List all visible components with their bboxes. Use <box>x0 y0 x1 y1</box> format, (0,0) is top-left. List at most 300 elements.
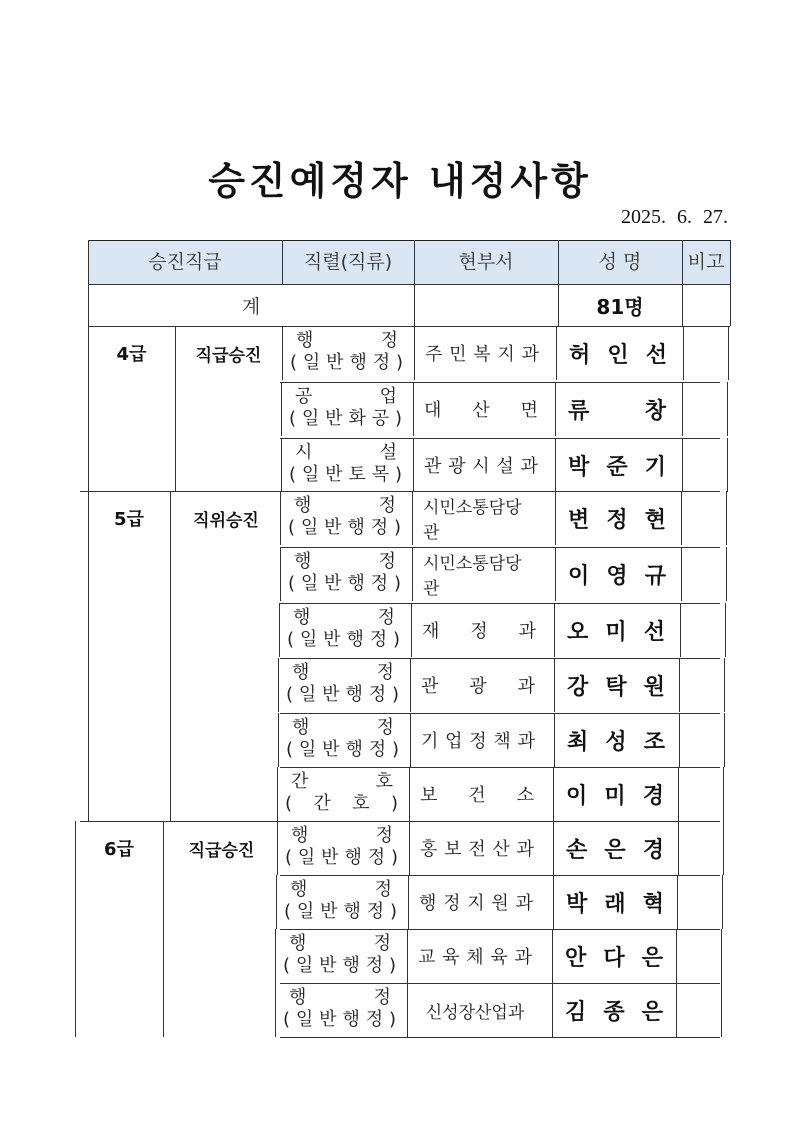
department-char: 관 <box>421 676 439 697</box>
jikryeol-char: 행 <box>292 717 310 738</box>
name-char: 은 <box>641 945 663 971</box>
jikryeol-class <box>277 1008 405 1032</box>
name-char: 원 <box>643 674 665 700</box>
jikryeol-char: 정 <box>378 495 396 516</box>
row-divider <box>725 603 726 657</box>
jikryeol-char: 일 <box>299 629 319 650</box>
jikryeol-char: ) <box>388 1009 397 1030</box>
department-char: 정 <box>469 731 487 752</box>
jikryeol-char: 호 <box>375 771 393 792</box>
row-divider <box>727 382 728 436</box>
jikryeol-char: ( <box>289 464 298 485</box>
jikryeol-char: ( <box>288 573 297 594</box>
group-promotion-type: 직급승진 <box>188 840 255 861</box>
row-department <box>414 438 550 492</box>
jikryeol-char: 설 <box>379 442 397 463</box>
jikryeol-char: 행 <box>294 551 312 572</box>
jikryeol-char: 간 <box>291 771 309 792</box>
row-divider <box>681 491 682 545</box>
row-divider <box>282 326 283 380</box>
jikryeol-char: 반 <box>320 901 339 922</box>
department-char: 소 <box>516 785 534 806</box>
name-char: 탁 <box>605 674 627 700</box>
row-divider <box>726 491 727 545</box>
department-char: 과 <box>521 344 539 365</box>
jikryeol-char: 정 <box>367 847 387 868</box>
row-person-name <box>556 382 680 436</box>
row-divider <box>682 438 683 492</box>
row-jikryeol <box>279 826 407 870</box>
jikryeol-series <box>282 552 410 572</box>
name-char: 허 <box>569 342 591 368</box>
jikryeol-char: 행 <box>342 955 361 976</box>
row-divider <box>279 603 280 657</box>
row-jikryeol <box>277 988 405 1032</box>
row-jikryeol <box>279 772 407 816</box>
department-char: 지 <box>467 893 485 914</box>
department-char: 체 <box>466 947 484 968</box>
name-char: 종 <box>603 999 625 1025</box>
department-char: 원 <box>491 893 509 914</box>
jikryeol-char: ( <box>290 352 299 373</box>
table-top-border <box>88 240 730 241</box>
row-divider <box>678 767 679 821</box>
group-grade: 4급 <box>116 344 147 365</box>
jikryeol-char: ) <box>393 573 402 594</box>
group-promotion-type: 직위승진 <box>193 510 259 531</box>
name-char: 이 <box>566 783 588 809</box>
name-char: 경 <box>642 783 664 809</box>
jikryeol-class <box>277 954 405 978</box>
name-char: 손 <box>566 837 588 863</box>
row-person-name <box>555 603 679 657</box>
department-char: 책 <box>493 731 511 752</box>
jikryeol-class <box>278 900 406 924</box>
jikryeol-char: 공 <box>371 408 391 429</box>
name-char: 은 <box>641 999 663 1025</box>
name-char: 영 <box>606 563 628 589</box>
row-jikryeol <box>277 934 405 978</box>
department-char: 신성장산업과 <box>425 1002 525 1023</box>
department-char: 지 <box>497 344 515 365</box>
jikryeol-char: 정 <box>378 551 396 572</box>
jikryeol-char: ) <box>394 464 403 485</box>
jikryeol-char: 정 <box>374 879 392 900</box>
jikryeol-char: 화 <box>348 408 367 429</box>
name-char: 박 <box>568 454 590 480</box>
jikryeol-char: ( <box>283 1009 292 1030</box>
department-char: 과 <box>517 731 535 752</box>
jikryeol-char: 정 <box>369 629 389 650</box>
jikryeol-char: 업 <box>379 386 397 407</box>
jikryeol-char: 정 <box>365 955 385 976</box>
jikryeol-char: ( <box>285 847 294 868</box>
department-char: 산 <box>492 839 510 860</box>
department-char: 정 <box>470 621 488 642</box>
jikryeol-series <box>281 608 409 628</box>
jikryeol-class <box>282 572 410 596</box>
jikryeol-char: 행 <box>296 330 314 351</box>
row-person-name <box>557 326 681 380</box>
jikryeol-char: ) <box>390 793 399 814</box>
department-char: 시 <box>472 456 490 477</box>
name-char: 기 <box>644 454 666 480</box>
jikryeol-char: 간 <box>313 793 332 814</box>
row-divider <box>678 821 679 875</box>
row-department <box>414 382 550 436</box>
jikryeol-char: ) <box>391 684 400 705</box>
jikryeol-char: 행 <box>294 495 312 516</box>
header-divider <box>730 240 731 284</box>
jikryeol-class <box>280 738 408 762</box>
department-char: 과 <box>516 839 534 860</box>
jikryeol-char: 정 <box>380 330 398 351</box>
row-jikryeol <box>282 552 410 596</box>
department-char: 과 <box>517 676 535 697</box>
row-department <box>411 658 547 712</box>
jikryeol-char: 행 <box>289 987 307 1008</box>
name-char: 다 <box>603 945 625 971</box>
jikryeol-class <box>279 846 407 870</box>
row-person-name <box>556 491 680 545</box>
jikryeol-char: 일 <box>298 739 318 760</box>
row-divider <box>679 658 680 712</box>
jikryeol-char: 행 <box>289 933 307 954</box>
jikryeol-char: 일 <box>300 517 320 538</box>
row-divider <box>722 875 723 929</box>
name-char: 정 <box>606 507 628 533</box>
header-jikryeol: 직렬(직류) <box>303 251 393 273</box>
jikryeol-char: 행 <box>292 662 310 683</box>
row-jikryeol <box>281 608 409 652</box>
department-char: 시민소통담당관 <box>423 498 522 543</box>
jikryeol-series <box>278 880 406 900</box>
department-char: 주 <box>425 344 443 365</box>
row-person-name <box>555 713 679 767</box>
department-char: 홍 <box>420 839 438 860</box>
row-jikryeol <box>283 443 411 487</box>
jikryeol-char: 일 <box>295 955 315 976</box>
department-char: 육 <box>442 947 460 968</box>
total-divider <box>414 284 415 326</box>
name-char: 안 <box>565 945 587 971</box>
row-jikryeol <box>284 331 412 375</box>
department-char: 대 <box>424 400 442 421</box>
jikryeol-char: 정 <box>370 517 390 538</box>
jikryeol-char: 정 <box>376 717 394 738</box>
jikryeol-class <box>281 628 409 652</box>
jikryeol-char: ) <box>394 408 403 429</box>
jikryeol-series <box>279 772 407 792</box>
row-divider <box>276 875 277 929</box>
jikryeol-char: 행 <box>344 847 363 868</box>
jikryeol-char: 반 <box>322 739 341 760</box>
department-char: 민 <box>449 344 467 365</box>
row-divider <box>721 983 722 1037</box>
name-char: 성 <box>605 729 627 755</box>
jikryeol-char: 정 <box>375 825 393 846</box>
jikryeol-char: 시 <box>295 442 313 463</box>
row-divider <box>682 382 683 436</box>
jikryeol-char: ) <box>395 352 404 373</box>
department-char: 시민소통담당관 <box>423 554 522 599</box>
name-char: 경 <box>642 837 664 863</box>
name-char: 최 <box>567 729 589 755</box>
row-person-name <box>553 983 677 1037</box>
jikryeol-class <box>282 516 410 540</box>
total-value: 81명 <box>596 294 644 319</box>
department-char: 재 <box>422 621 440 642</box>
jikryeol-char: ( <box>284 901 293 922</box>
row-department <box>411 713 547 767</box>
row-divider <box>278 658 279 712</box>
department-char: 기 <box>421 731 439 752</box>
jikryeol-char: ) <box>388 955 397 976</box>
jikryeol-series <box>284 331 412 351</box>
row-department <box>408 929 544 983</box>
jikryeol-char: 행 <box>345 684 364 705</box>
jikryeol-char: 정 <box>373 933 391 954</box>
header-divider <box>88 240 89 284</box>
department-char: 행 <box>419 893 437 914</box>
jikryeol-char: ) <box>391 739 400 760</box>
department-char: 설 <box>496 456 514 477</box>
header-name: 성 명 <box>598 251 642 273</box>
jikryeol-char: 호 <box>352 793 371 814</box>
name-char: 준 <box>606 454 628 480</box>
row-divider <box>721 929 722 983</box>
row-divider <box>280 547 281 601</box>
jikryeol-char: 일 <box>295 1009 315 1030</box>
row-department <box>413 491 549 545</box>
jikryeol-char: 일 <box>296 901 316 922</box>
header-divider <box>558 240 559 284</box>
row-divider <box>683 326 684 380</box>
name-char: 규 <box>644 563 666 589</box>
name-char: 미 <box>604 783 626 809</box>
jikryeol-series <box>277 988 405 1008</box>
total-label: 계 <box>241 295 261 318</box>
group-grade: 6급 <box>104 839 134 860</box>
name-char: 창 <box>644 398 666 424</box>
jikryeol-class <box>279 792 407 816</box>
jikryeol-char: 정 <box>376 662 394 683</box>
jikryeol-char: ) <box>390 847 399 868</box>
header-grade: 승진직급 <box>148 251 222 273</box>
department-char: 건 <box>468 785 486 806</box>
name-char: 조 <box>643 729 665 755</box>
jikryeol-char: 반 <box>325 464 344 485</box>
jikryeol-char: 일 <box>297 847 317 868</box>
jikryeol-char: 반 <box>322 684 341 705</box>
jikryeol-char: 반 <box>324 573 343 594</box>
department-char: 교 <box>418 947 436 968</box>
jikryeol-char: 공 <box>295 386 313 407</box>
jikryeol-char: 일 <box>302 352 322 373</box>
jikryeol-class <box>284 351 412 375</box>
row-person-name <box>556 547 680 601</box>
jikryeol-char: 정 <box>365 1009 385 1030</box>
department-char: 면 <box>520 400 538 421</box>
row-divider <box>680 603 681 657</box>
row-divider <box>726 547 727 601</box>
row-person-name <box>555 658 679 712</box>
department-char: 보 <box>444 839 462 860</box>
jikryeol-char: 정 <box>370 573 390 594</box>
header-dept: 현부서 <box>458 251 514 273</box>
row-department <box>410 767 546 821</box>
row-divider <box>277 767 278 821</box>
row-divider <box>679 713 680 767</box>
jikryeol-char: 행 <box>346 629 365 650</box>
jikryeol-char: 정 <box>366 901 386 922</box>
department-char: 과 <box>515 893 533 914</box>
jikryeol-char: ( <box>285 793 294 814</box>
jikryeol-char: 반 <box>324 517 343 538</box>
name-char: 래 <box>604 891 626 917</box>
department-char: 관 <box>424 456 442 477</box>
jikryeol-char: 일 <box>301 464 321 485</box>
total-divider <box>558 284 559 326</box>
jikryeol-series <box>279 826 407 846</box>
header-note: 비고 <box>687 251 725 273</box>
jikryeol-char: 행 <box>290 879 308 900</box>
jikryeol-series <box>283 443 411 463</box>
name-char: 미 <box>605 619 627 645</box>
jikryeol-series <box>282 496 410 516</box>
header-bottom-border <box>88 284 730 285</box>
jikryeol-char: ( <box>288 517 297 538</box>
row-divider <box>724 658 725 712</box>
total-divider <box>730 284 731 326</box>
jikryeol-char: 반 <box>319 1009 338 1030</box>
jikryeol-series <box>280 663 408 683</box>
row-jikryeol <box>282 496 410 540</box>
department-char: 과 <box>514 947 532 968</box>
row-divider <box>278 713 279 767</box>
jikryeol-char: 일 <box>298 684 318 705</box>
department-char: 광 <box>448 456 466 477</box>
department-char: 업 <box>445 731 463 752</box>
jikryeol-char: 행 <box>345 739 364 760</box>
jikryeol-char: 정 <box>377 607 395 628</box>
row-divider <box>723 767 724 821</box>
jikryeol-char: 정 <box>368 739 388 760</box>
jikryeol-char: 반 <box>325 408 344 429</box>
jikryeol-char: 행 <box>347 517 366 538</box>
name-char: 은 <box>604 837 626 863</box>
jikryeol-char: ( <box>289 408 298 429</box>
row-divider <box>724 713 725 767</box>
row-divider <box>275 929 276 983</box>
name-char: 박 <box>566 891 588 917</box>
department-char: 육 <box>490 947 508 968</box>
row-person-name <box>553 929 677 983</box>
name-char: 김 <box>565 999 587 1025</box>
row-jikryeol <box>283 387 411 431</box>
jikryeol-class <box>283 407 411 431</box>
row-department <box>409 875 545 929</box>
jikryeol-char: 반 <box>319 955 338 976</box>
name-char: 강 <box>567 674 589 700</box>
jikryeol-series <box>277 934 405 954</box>
jikryeol-char: 정 <box>368 684 388 705</box>
row-department <box>413 547 549 601</box>
table-bottom-border <box>280 1037 720 1038</box>
row-department <box>410 821 546 875</box>
total-divider <box>682 284 683 326</box>
jikryeol-class <box>283 463 411 487</box>
row-person-name <box>556 438 680 492</box>
jikryeol-char: 반 <box>326 352 345 373</box>
row-department <box>412 603 548 657</box>
name-char: 이 <box>568 563 590 589</box>
row-divider <box>728 326 729 380</box>
name-char: 변 <box>568 507 590 533</box>
jikryeol-char: ( <box>286 684 295 705</box>
department-char: 과 <box>520 456 538 477</box>
jikryeol-char: ) <box>392 629 401 650</box>
row-divider <box>281 382 282 436</box>
jikryeol-char: ( <box>287 629 296 650</box>
jikryeol-char: 정 <box>373 987 391 1008</box>
department-char: 과 <box>518 621 536 642</box>
jikryeol-char: ( <box>286 739 295 760</box>
row-divider <box>281 438 282 492</box>
header-divider <box>682 240 683 284</box>
jikryeol-char: 일 <box>300 573 320 594</box>
row-department <box>408 983 544 1037</box>
row-jikryeol <box>280 663 408 707</box>
jikryeol-char: 행 <box>347 573 366 594</box>
jikryeol-char: 행 <box>343 901 362 922</box>
row-department <box>415 326 551 380</box>
name-char: 선 <box>643 619 665 645</box>
jikryeol-char: ) <box>393 517 402 538</box>
jikryeol-series <box>280 718 408 738</box>
jikryeol-series <box>283 387 411 407</box>
row-person-name <box>554 821 678 875</box>
group-grade: 5급 <box>114 509 144 530</box>
department-char: 복 <box>473 344 491 365</box>
jikryeol-char: 행 <box>349 352 368 373</box>
name-char: 류 <box>568 398 590 424</box>
row-jikryeol <box>280 718 408 762</box>
department-char: 전 <box>468 839 486 860</box>
row-person-name <box>554 875 678 929</box>
jikryeol-char: 행 <box>342 1009 361 1030</box>
department-char: 산 <box>472 400 490 421</box>
jikryeol-char: ) <box>389 901 398 922</box>
group-promotion-type: 직급승진 <box>195 345 262 366</box>
name-char: 현 <box>644 507 666 533</box>
jikryeol-char: 행 <box>293 607 311 628</box>
jikryeol-char: 토 <box>348 464 367 485</box>
name-char: 오 <box>567 619 589 645</box>
jikryeol-char: 일 <box>301 408 321 429</box>
row-divider <box>723 821 724 875</box>
name-char: 인 <box>607 342 629 368</box>
jikryeol-char: 행 <box>291 825 309 846</box>
department-char: 보 <box>420 785 438 806</box>
row-jikryeol <box>278 880 406 924</box>
name-char: 선 <box>645 342 667 368</box>
jikryeol-char: ( <box>283 955 292 976</box>
total-divider <box>88 284 89 326</box>
jikryeol-class <box>280 683 408 707</box>
row-divider <box>275 983 276 1037</box>
row-divider <box>727 438 728 492</box>
